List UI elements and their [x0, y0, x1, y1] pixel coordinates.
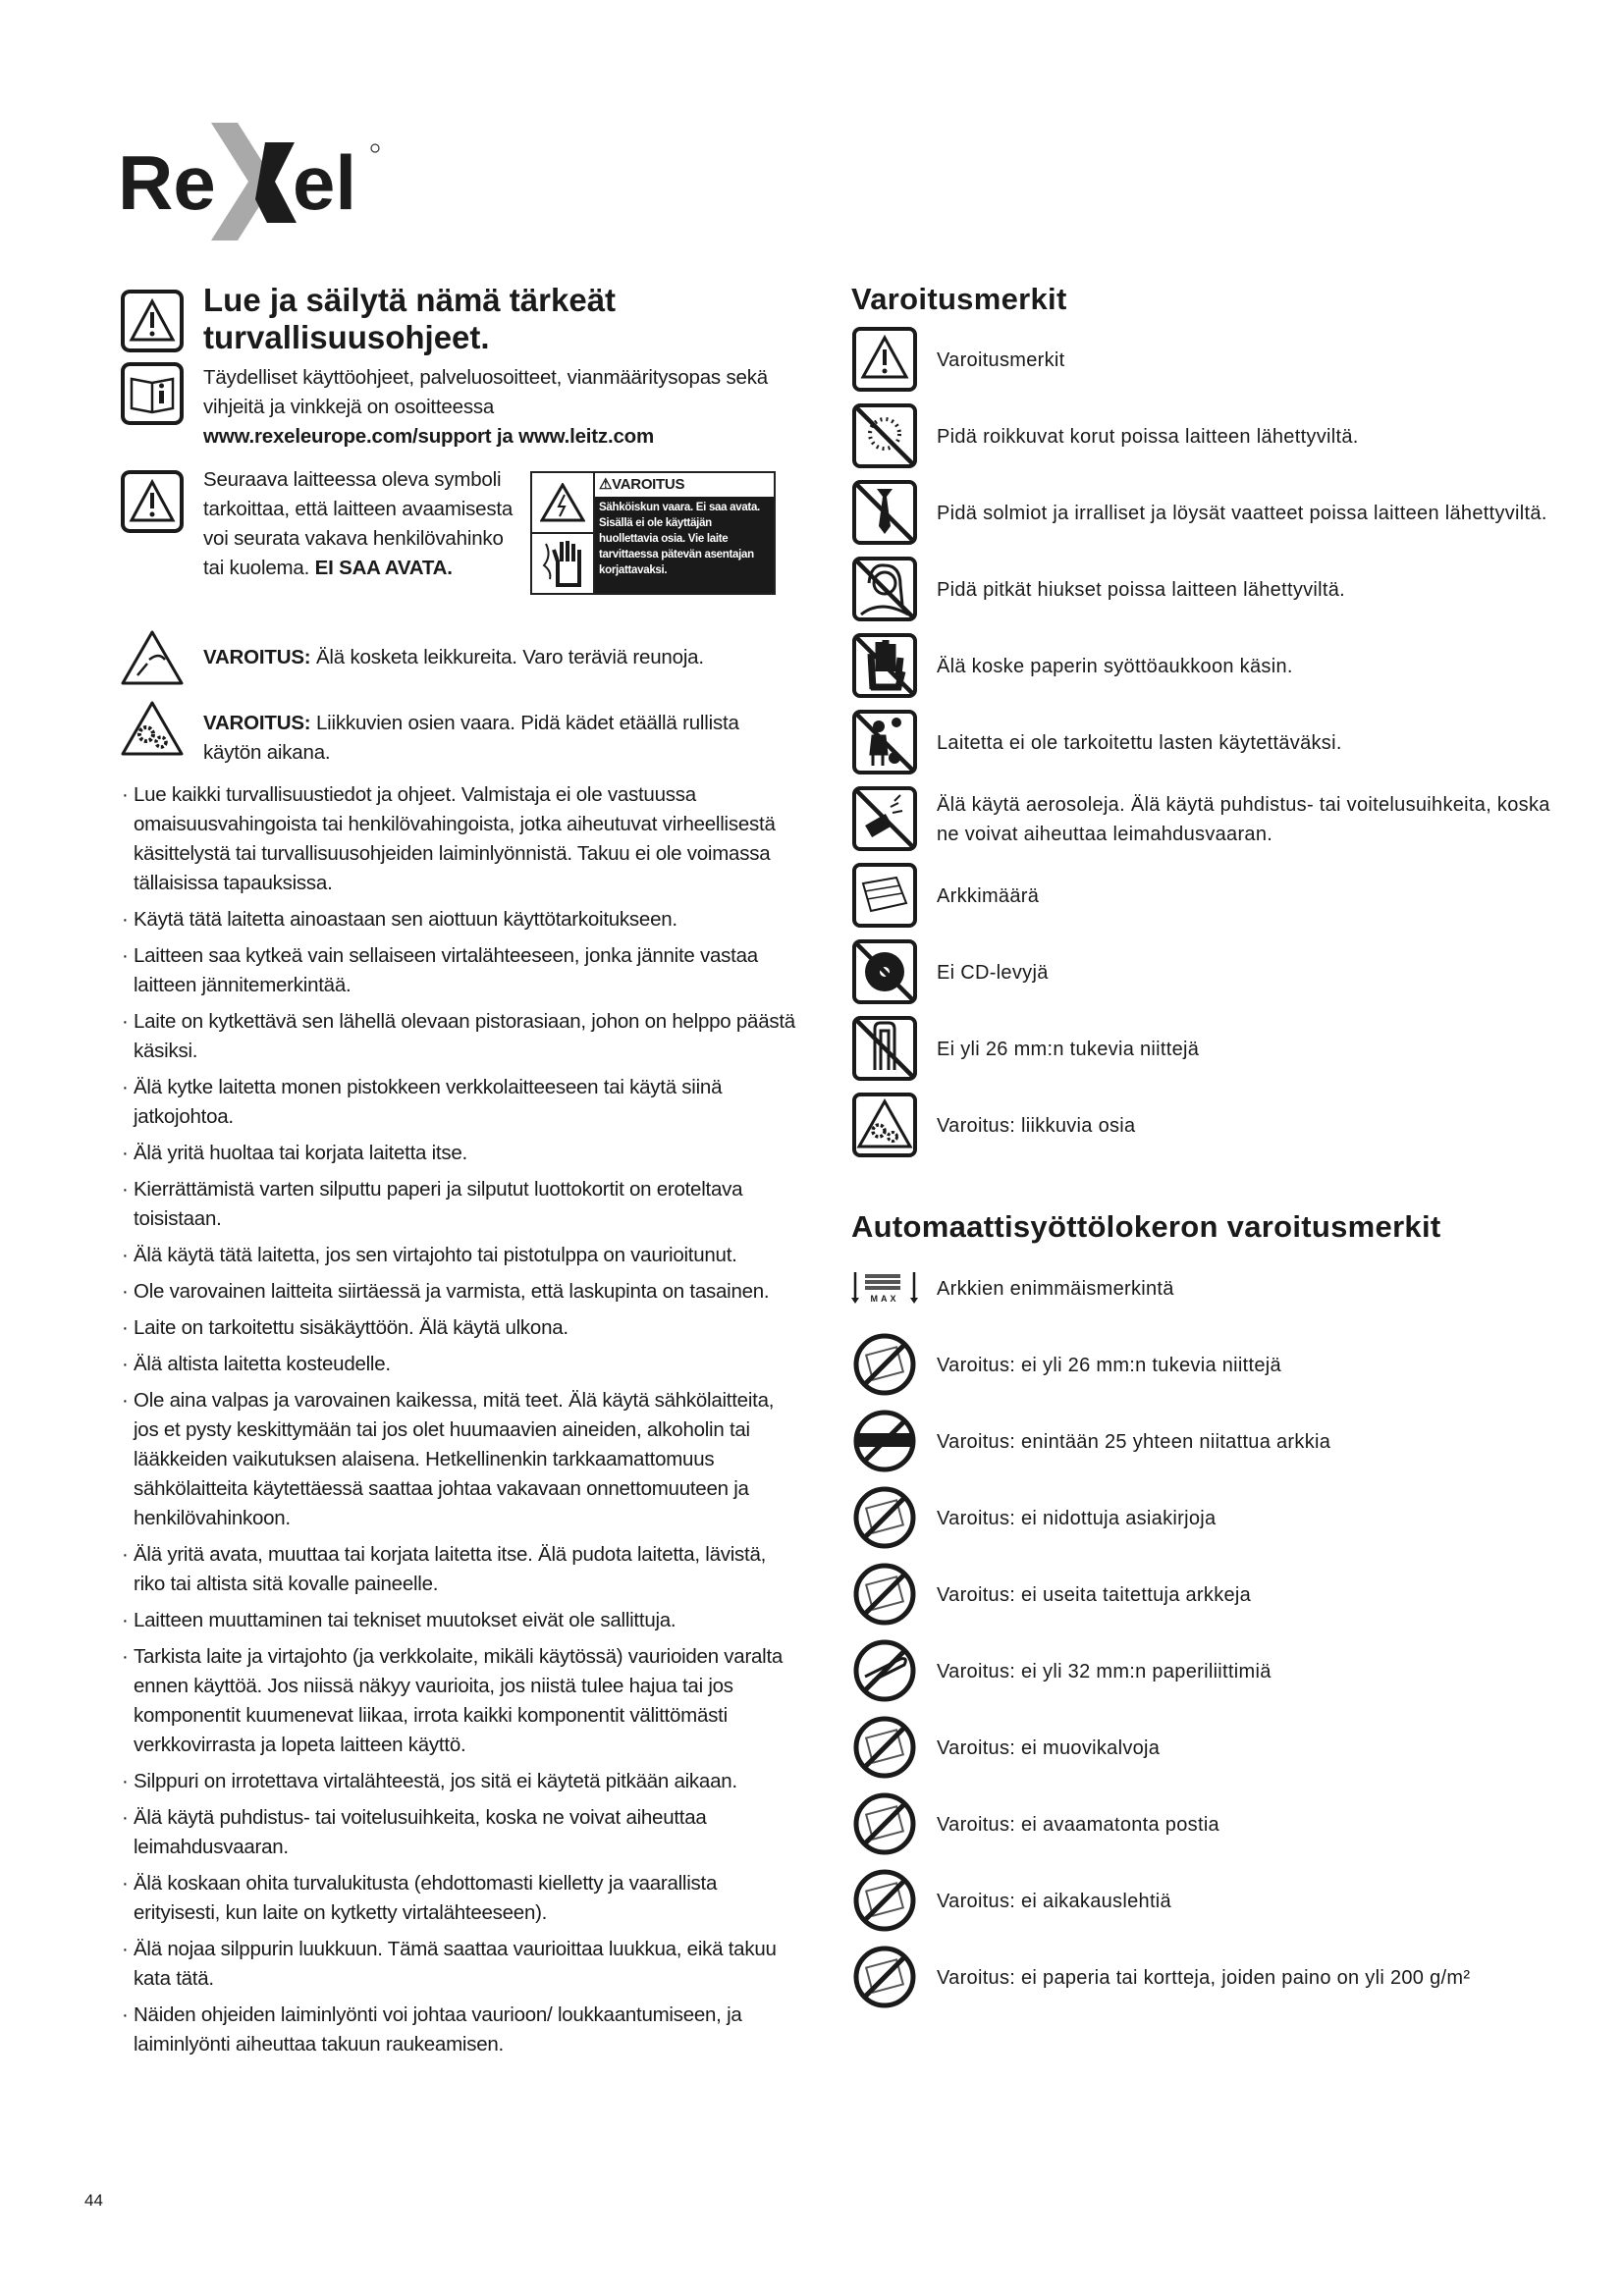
- symbol-description: Varoitus: ei yli 26 mm:n tukevia niittejä: [937, 1355, 1281, 1376]
- no-hand-icon: [851, 632, 918, 699]
- warning-text: Älä kosketa leikkureita. Varo teräviä reunoja.: [315, 646, 704, 668]
- bullet-dot: ·: [122, 1010, 129, 1033]
- bullet-dot: ·: [122, 1142, 129, 1164]
- symbol-description: Varoitus: liikkuvia osia: [937, 1115, 1136, 1137]
- high-voltage-label: [530, 471, 776, 595]
- svg-text:MAX: MAX: [870, 1294, 899, 1304]
- no-aerosol-icon: [851, 785, 918, 852]
- no-long-hair-icon: [851, 556, 918, 622]
- list-item: [124, 1007, 801, 1066]
- warning-text: Liikkuvien osien vaara. Pidä kädet etäällä rullista käytön aikana.: [203, 712, 739, 764]
- symbol-explanation: [203, 465, 515, 583]
- no-plastic-film-icon: [851, 1714, 918, 1781]
- list-item-text: Silppuri on irrotettava virtalähteestä, jos sitä ei käytetä pitkään aikaan.: [134, 1770, 737, 1792]
- tray-symbol-item: [851, 1255, 1558, 1323]
- list-item: [124, 1139, 801, 1168]
- max-sheets-icon: [851, 1255, 918, 1321]
- bullet-dot: ·: [122, 1806, 129, 1829]
- list-item: [124, 1803, 801, 1862]
- symbol-item: [851, 556, 1558, 624]
- bullet-dot: ·: [122, 1353, 129, 1375]
- symbol-description: Ei yli 26 mm:n tukevia niittejä: [937, 1039, 1200, 1060]
- symbol-description: Varoitusmerkit: [937, 349, 1065, 371]
- list-item: [124, 1642, 801, 1760]
- bullet-dot: ·: [122, 1316, 129, 1339]
- symbol-description: Varoitus: ei paperia tai kortteja, joiden paino on yli 200 g/m²: [937, 1967, 1471, 1989]
- list-item-text: Älä nojaa silppurin luukkuun. Tämä saattaa vaurioittaa luukkua, eikä takuu kata tätä.: [134, 1938, 777, 1990]
- list-item: [124, 1386, 801, 1533]
- list-item-text: Älä käytä puhdistus- tai voitelusuihkeita, koska ne voivat aiheuttaa leimahdusvaaran.: [134, 1806, 707, 1858]
- no-heavy-staples-circle-icon: [851, 1331, 918, 1398]
- tray-symbol-item: [851, 1790, 1558, 1859]
- no-folded-sheets-icon: [851, 1561, 918, 1628]
- no-magazines-icon: [851, 1867, 918, 1934]
- symbol-description: Varoitus: ei nidottuja asiakirjoja: [937, 1508, 1217, 1529]
- bullet-dot: ·: [122, 944, 129, 967]
- symbol-item: [851, 1092, 1558, 1160]
- hv-title-text: VAROITUS: [612, 476, 685, 493]
- list-item-text: Käytä tätä laitetta ainoastaan sen aiottuun käyttötarkoitukseen.: [134, 908, 677, 931]
- warning-moving-parts: [203, 709, 753, 768]
- warning-label: VAROITUS:: [203, 712, 311, 734]
- list-item: [124, 1869, 801, 1928]
- warning-icon: [120, 469, 185, 534]
- symbol-description: Varoitus: ei aikakauslehtiä: [937, 1891, 1171, 1912]
- no-heavy-paper-icon: [851, 1944, 918, 2010]
- hv-label-title: ⚠VAROITUS: [599, 476, 685, 493]
- bullet-dot: ·: [122, 783, 129, 806]
- symbol-description: Varoitus: enintään 25 yhteen niitattua arkkia: [937, 1431, 1331, 1453]
- list-item: [124, 1606, 801, 1635]
- bullet-dot: ·: [122, 1938, 129, 1960]
- tray-symbol-item: [851, 1867, 1558, 1936]
- list-item-text: Näiden ohjeiden laiminlyönti voi johtaa vaurioon/ loukkaantumiseen, ja laiminlyönti aiheuttaa takuun raukeamisen.: [134, 2003, 742, 2056]
- list-item: [124, 1767, 801, 1796]
- list-item-text: Älä kytke laitetta monen pistokkeen verkkolaitteeseen tai käytä siinä jatkojohtoa.: [134, 1076, 723, 1128]
- no-unopened-mail-icon: [851, 1790, 918, 1857]
- no-children-icon: [851, 709, 918, 775]
- no-cd-icon: [851, 938, 918, 1005]
- moving-parts-icon: [120, 699, 185, 758]
- hv-label-text: Sähköiskun vaara. Ei saa avata. Sisällä ei ole käyttäjän huollettavia osia. Vie laite tarvittaessa pätevän asentajan korjattavaksi.: [595, 497, 774, 593]
- svg-text:el: el: [293, 139, 357, 226]
- tray-symbol-item: [851, 1408, 1558, 1476]
- symbol-description: Pidä roikkuvat korut poissa laitteen lähettyviltä.: [937, 426, 1359, 448]
- bullet-dot: ·: [122, 1244, 129, 1266]
- list-item: [124, 1241, 801, 1270]
- symbol-item: [851, 479, 1558, 548]
- symbol-description: Varoitus: ei yli 32 mm:n paperiliittimiä: [937, 1661, 1272, 1682]
- list-item-text: Ole varovainen laitteita siirtäessä ja varmista, että laskupinta on tasainen.: [134, 1280, 770, 1303]
- list-item-text: Älä koskaan ohita turvalukitusta (ehdottomasti kielletty ja vaarallista erityisesti, kun laite on kytketty virtalähteeseen).: [134, 1872, 718, 1924]
- list-item: [124, 2001, 801, 2059]
- list-item-text: Älä yritä huoltaa tai korjata laitetta itse.: [134, 1142, 467, 1164]
- safety-instructions-list: [124, 780, 801, 2066]
- list-item-text: Tarkista laite ja virtajohto (ja verkkolaite, mikäli käytössä) vaurioiden varalta ennen käyttöä. Jos niissä näkyy vaurioita, jos niistä tulee hajua tai jos komponentit kuumenevat liikaa, irrota kaikki komponentit välittömästi verkkovirrasta ja lopeta laitteen käyttö.: [134, 1645, 784, 1756]
- info-text: [203, 363, 783, 452]
- symbol-description: Varoitus: ei muovikalvoja: [937, 1737, 1161, 1759]
- bullet-dot: ·: [122, 1280, 129, 1303]
- list-item: [124, 1313, 801, 1343]
- page-title: Lue ja säilytä nämä tärkeät turvallisuusohjeet.: [203, 282, 617, 355]
- symbol-item: [851, 402, 1558, 471]
- symbol-text: Seuraava laitteessa oleva symboli tarkoittaa, että laitteen avaamisesta voi seurata vakava henkilövahinko tai kuolema.: [203, 468, 514, 579]
- bullet-dot: ·: [122, 1076, 129, 1098]
- list-item: [124, 1350, 801, 1379]
- svg-text:Re: Re: [118, 139, 216, 226]
- no-paper-clips-icon: [851, 1637, 918, 1704]
- warning-label: VAROITUS:: [203, 646, 311, 668]
- no-jewelry-icon: [851, 402, 918, 469]
- symbol-item: [851, 862, 1558, 931]
- tray-symbol-item: [851, 1637, 1558, 1706]
- bullet-dot: ·: [122, 1872, 129, 1895]
- section-heading-warning-symbols: Varoitusmerkit: [851, 282, 1067, 316]
- list-item-text: Laitteen saa kytkeä vain sellaiseen virtalähteeseen, jonka jännite vastaa laitteen jännitemerkintää.: [134, 944, 758, 996]
- max-25-stapled-icon: [851, 1408, 918, 1474]
- cutting-hazard-icon: [120, 628, 185, 687]
- sheet-capacity-icon: [851, 862, 918, 929]
- bullet-dot: ·: [122, 2003, 129, 2026]
- list-item-text: Laite on tarkoitettu sisäkäyttöön. Älä käytä ulkona.: [134, 1316, 568, 1339]
- symbol-item: [851, 632, 1558, 701]
- list-item-text: Ole aina valpas ja varovainen kaikessa, mitä teet. Älä käytä sähkölaitteita, jos et pysty keskittymään tai jos olet huumaavien aineiden, alkoholin tai lääkkeiden vaikutuksen alaisena. Hetkellinenkin tarkkaamattomuus sähkölaitteita käytettäessä saattaa johtaa vakavaan onnettomuuteen ja henkilövahinkoon.: [134, 1389, 775, 1529]
- warning-triangle-icon: [851, 326, 918, 393]
- list-item: [124, 1540, 801, 1599]
- list-item: [124, 1277, 801, 1307]
- symbol-description: Ei CD-levyjä: [937, 962, 1049, 984]
- symbol-description: Varoitus: ei useita taitettuja arkkeja: [937, 1584, 1252, 1606]
- symbol-item: [851, 1015, 1558, 1084]
- bullet-dot: ·: [122, 1645, 129, 1668]
- warning-cutters: [203, 643, 812, 672]
- rexel-logo: [118, 113, 383, 250]
- no-heavy-staples-icon: [851, 1015, 918, 1082]
- symbol-description: Varoitus: ei avaamatonta postia: [937, 1814, 1219, 1836]
- list-item-text: Lue kaikki turvallisuustiedot ja ohjeet. Valmistaja ei ole vastuussa omaisuusvahingoista tai henkilövahingoista, jotka aiheutuvat virheellisestä käsittelystä tai turvallisuusohjeiden laiminlyönnistä. Takuu ei ole voimassa tällaisissa tapauksissa.: [134, 783, 776, 894]
- list-item: [124, 1175, 801, 1234]
- list-item: [124, 780, 801, 898]
- no-tie-icon: [851, 479, 918, 546]
- symbol-description: Älä käytä aerosoleja. Älä käytä puhdistus- tai voitelusuihkeita, koska ne voivat aiheuttaa leimahdusvaaran.: [937, 794, 1550, 845]
- tray-symbol-item: [851, 1561, 1558, 1629]
- list-item: [124, 1073, 801, 1132]
- symbol-item: [851, 785, 1558, 854]
- tray-symbol-item: [851, 1714, 1558, 1783]
- bullet-dot: ·: [122, 1178, 129, 1201]
- symbol-description: Arkkimäärä: [937, 885, 1040, 907]
- warning-icon: [120, 289, 185, 353]
- list-item-text: Älä käytä tätä laitetta, jos sen virtajohto tai pistotulppa on vaurioitunut.: [134, 1244, 737, 1266]
- symbol-description: Laitetta ei ole tarkoitettu lasten käytettäväksi.: [937, 732, 1342, 754]
- tray-symbol-item: [851, 1484, 1558, 1553]
- do-not-open-text: EI SAA AVATA.: [314, 557, 453, 579]
- symbol-item: [851, 326, 1558, 395]
- bullet-dot: ·: [122, 1543, 129, 1566]
- list-item-text: Laitteen muuttaminen tai tekniset muutokset eivät ole sallittuja.: [134, 1609, 677, 1631]
- support-links: www.rexeleurope.com/support ja www.leitz.com: [203, 425, 655, 448]
- info-description: Täydelliset käyttöohjeet, palveluosoitteet, vianmääritysopas sekä vihjeitä ja vinkkejä on osoitteessa: [203, 366, 768, 418]
- list-item-text: Älä altista laitetta kosteudelle.: [134, 1353, 391, 1375]
- electric-shock-icon: [540, 483, 585, 522]
- list-item-text: Laite on kytkettävä sen lähellä olevaan pistorasiaan, johon on helppo päästä käsiksi.: [134, 1010, 795, 1062]
- hand-shock-icon: [540, 536, 585, 591]
- section-heading-tray-symbols: Automaattisyöttölokeron varoitusmerkit: [851, 1209, 1441, 1244]
- tray-symbol-item: [851, 1944, 1558, 2012]
- page-number: 44: [84, 2191, 103, 2210]
- bullet-dot: ·: [122, 1770, 129, 1792]
- tray-symbol-item: [851, 1331, 1558, 1400]
- moving-parts-icon: [851, 1092, 918, 1158]
- symbol-description: Pidä solmiot ja irralliset ja löysät vaatteet poissa laitteen lähettyviltä.: [937, 503, 1547, 524]
- symbol-item: [851, 938, 1558, 1007]
- symbol-description: Pidä pitkät hiukset poissa laitteen lähettyviltä.: [937, 579, 1346, 601]
- bullet-dot: ·: [122, 908, 129, 931]
- list-item: [124, 905, 801, 934]
- list-item-text: Kierrättämistä varten silputtu paperi ja silputut luottokortit on eroteltava toisistaan.: [134, 1178, 743, 1230]
- symbol-description: Älä koske paperin syöttöaukkoon käsin.: [937, 656, 1293, 677]
- symbol-item: [851, 709, 1558, 777]
- manual-info-icon: [120, 361, 185, 426]
- no-bound-documents-icon: [851, 1484, 918, 1551]
- list-item: [124, 941, 801, 1000]
- list-item-text: Älä yritä avata, muuttaa tai korjata laitetta itse. Älä pudota laitetta, lävistä, riko tai altista sitä kovalle paineelle.: [134, 1543, 767, 1595]
- list-item: [124, 1935, 801, 1994]
- bullet-dot: ·: [122, 1609, 129, 1631]
- bullet-dot: ·: [122, 1389, 129, 1412]
- symbol-description: Arkkien enimmäismerkintä: [937, 1278, 1174, 1300]
